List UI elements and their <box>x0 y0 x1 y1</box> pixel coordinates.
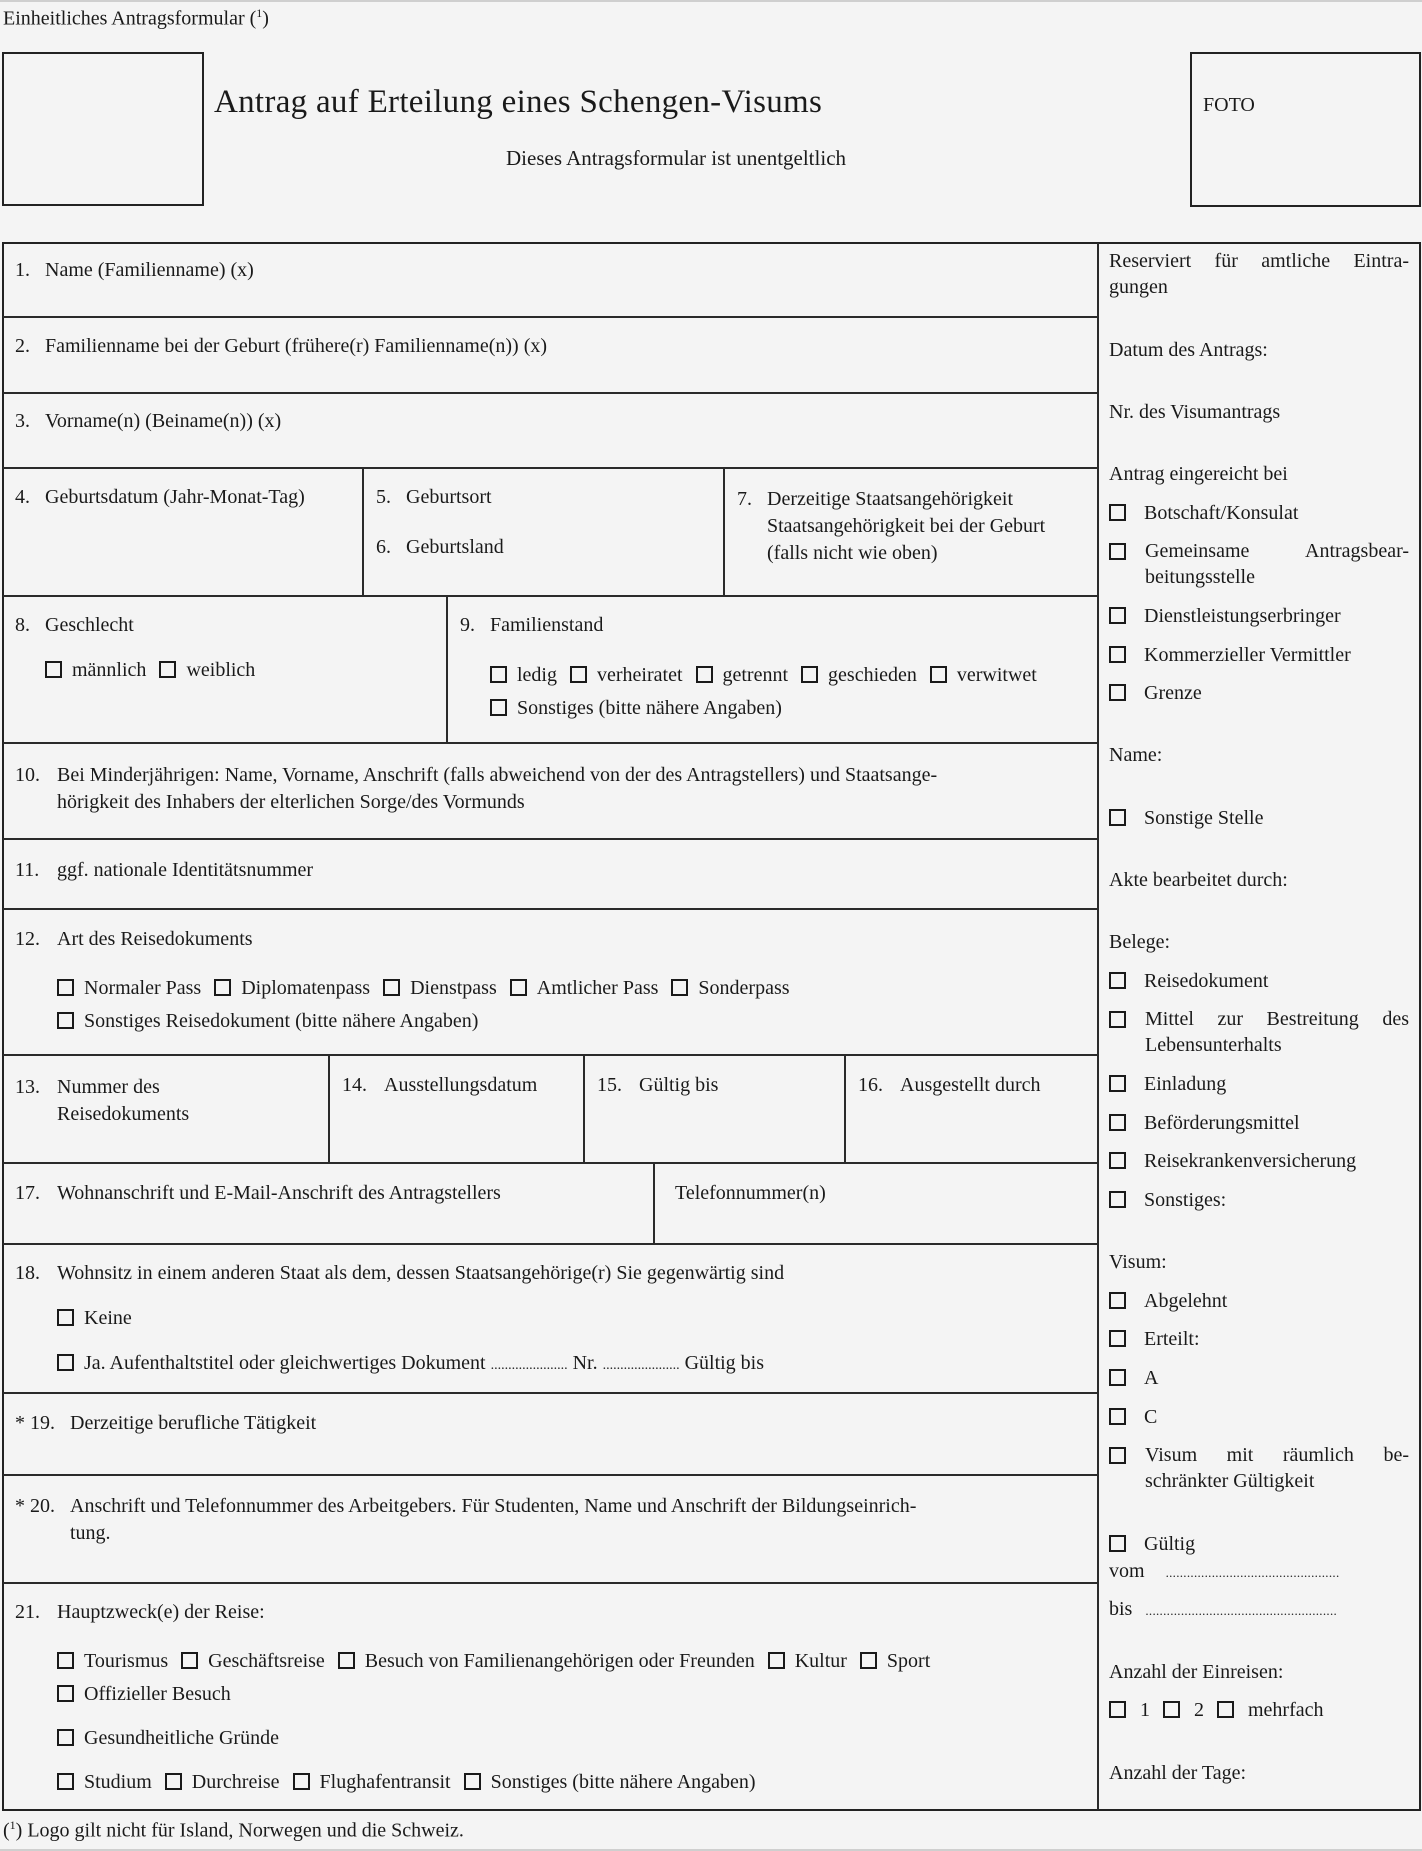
checkbox-icon[interactable] <box>45 661 62 678</box>
option-culture[interactable] <box>768 1645 847 1678</box>
field-label: Vorname(n) (Beiname(n)) (x) <box>45 410 282 432</box>
checkbox-icon[interactable] <box>214 979 231 996</box>
row-divider <box>3 1054 1098 1056</box>
field-9-marital-status <box>448 614 615 637</box>
option-label: Diplomatenpass <box>241 977 371 999</box>
field-4-birth-date[interactable] <box>3 486 317 509</box>
field-6-birth-country[interactable] <box>364 536 516 559</box>
checkbox-icon[interactable] <box>1163 1701 1180 1718</box>
photo-box[interactable] <box>1190 52 1421 207</box>
field-label: Derzeitige berufliche Tätigkeit <box>70 1412 317 1434</box>
field-number: 14. <box>342 1074 367 1096</box>
application-date-label: Datum des Antrags: <box>1109 339 1268 361</box>
cell-divider <box>844 1055 846 1162</box>
entries-options <box>1109 1697 1409 1723</box>
option-label: Sonderpass <box>698 977 790 999</box>
checkbox-icon[interactable] <box>671 979 688 996</box>
checkbox-icon[interactable] <box>1217 1701 1234 1718</box>
option-label: Gesundheitliche Gründe <box>84 1727 279 1749</box>
option-label: Visum mit räumlich be- <box>1145 1444 1409 1466</box>
option-doc-other[interactable] <box>1109 1187 1409 1213</box>
field-3-first-names[interactable] <box>3 410 293 433</box>
purpose-options <box>45 1645 1097 1799</box>
field-13-document-number[interactable] <box>3 1074 201 1128</box>
checkbox-icon[interactable] <box>1109 1330 1126 1347</box>
option-label-cont: beitungsstelle <box>1145 566 1255 588</box>
option-visa-issued[interactable] <box>1109 1326 1409 1352</box>
option-label: männlich <box>72 659 147 681</box>
submitted-at-label: Antrag eingereicht bei <box>1109 463 1288 485</box>
option-purpose-other[interactable] <box>464 1766 756 1799</box>
field-number: 8. <box>15 614 30 636</box>
checkbox-icon[interactable] <box>1109 1292 1126 1309</box>
field-1-surname[interactable] <box>3 259 266 282</box>
option-divorced[interactable] <box>801 659 917 692</box>
field-label-line2: Reisedokuments <box>57 1103 190 1125</box>
field-number: 9. <box>460 614 475 636</box>
option-label-cont: schränkter Gültigkeit <box>1145 1470 1315 1492</box>
option-sports[interactable] <box>860 1645 930 1678</box>
option-label: Durchreise <box>191 1771 280 1793</box>
cell-divider <box>328 1055 330 1162</box>
field-label: Geburtsort <box>406 486 492 508</box>
option-label: Sonstiges (bitte nähere Angaben) <box>490 1771 756 1793</box>
checkbox-icon[interactable] <box>696 666 713 683</box>
option-transit[interactable] <box>165 1766 280 1799</box>
option-label: Flughafentransit <box>319 1771 451 1793</box>
field-label-line2: tung. <box>70 1522 111 1544</box>
field-label: Telefonnummer(n) <box>675 1182 826 1204</box>
checkbox-icon[interactable] <box>1109 1011 1126 1028</box>
option-visa-c[interactable] <box>1109 1404 1409 1430</box>
permit-fill-line[interactable]: ...................... <box>490 1358 568 1373</box>
option-valid[interactable] <box>1109 1531 1409 1557</box>
field-label: Nummer des <box>57 1076 160 1098</box>
option-label: Beförderungsmittel <box>1144 1112 1300 1134</box>
reserved-line1: Reserviert für amtliche Eintra- <box>1109 250 1409 272</box>
checkbox-icon[interactable] <box>57 1685 74 1702</box>
checkbox-icon[interactable] <box>57 1012 74 1029</box>
option-label-cont: Lebensunterhalts <box>1145 1034 1282 1056</box>
option-doc-means-of-transport[interactable] <box>1109 1110 1409 1136</box>
visa-decision-label: Visum: <box>1109 1251 1167 1273</box>
checkbox-icon[interactable] <box>57 1773 74 1790</box>
option-label: ledig <box>517 664 557 686</box>
checkbox-icon[interactable] <box>801 666 818 683</box>
field-number: 17. <box>15 1182 40 1204</box>
option-label: Sonstiges Reisedokument (bitte nähere Angaben) <box>84 1010 479 1032</box>
row-divider <box>3 392 1098 394</box>
option-widowed[interactable] <box>930 659 1037 692</box>
row-divider <box>3 595 1098 597</box>
option-label: Keine <box>84 1307 132 1329</box>
row-divider <box>3 1474 1098 1476</box>
valid-from-fill-line[interactable]: ................................................. <box>1165 1565 1340 1580</box>
field-18-residence <box>3 1262 796 1285</box>
field-number: 3. <box>15 410 30 432</box>
checkbox-icon[interactable] <box>1109 809 1126 826</box>
option-label: 2 <box>1194 1699 1204 1721</box>
field-label-line3: (falls nicht wie oben) <box>767 542 938 564</box>
option-business[interactable] <box>181 1645 325 1678</box>
option-label: Sonstiges: <box>1144 1189 1227 1211</box>
field-number: 7. <box>737 488 752 510</box>
field-number: 2. <box>15 335 30 357</box>
field-label-line2: Staatsangehörigkeit bei der Geburt <box>767 515 1046 537</box>
option-label: Normaler Pass <box>84 977 202 999</box>
option-label: Dienstpass <box>410 977 497 999</box>
option-medical[interactable] <box>57 1722 279 1755</box>
option-entries-1[interactable] <box>1109 1697 1150 1723</box>
checkbox-icon[interactable] <box>57 1309 74 1326</box>
option-label: Abgelehnt <box>1144 1290 1228 1312</box>
field-19-occupation[interactable] <box>3 1412 328 1435</box>
option-label: Tourismus <box>84 1650 169 1672</box>
row-divider <box>3 1582 1098 1584</box>
field-number: 10. <box>15 764 40 786</box>
row-divider <box>3 1162 1098 1164</box>
valid-from-label: vom <box>1109 1560 1145 1582</box>
field-label: Gültig bis <box>639 1074 719 1096</box>
field-label: Ausgestellt durch <box>900 1074 1041 1096</box>
option-visa-ltv[interactable] <box>1109 1442 1409 1494</box>
permit-valid-label: Gültig bis <box>684 1352 765 1374</box>
reserved-line2: gungen <box>1109 276 1168 298</box>
checkbox-icon[interactable] <box>490 666 507 683</box>
checkbox-icon[interactable] <box>1109 1369 1126 1386</box>
field-label: Bei Minderjährigen: Name, Vorname, Anschrift (falls abweichend von der des Antragstellers) und Staatsange- <box>57 764 938 786</box>
field-5-birth-place[interactable] <box>364 486 504 509</box>
checkbox-icon[interactable] <box>1109 543 1126 560</box>
checkbox-icon[interactable] <box>338 1652 355 1669</box>
row-divider <box>3 908 1098 910</box>
option-service-provider[interactable] <box>1109 603 1409 629</box>
field-label: Familienstand <box>490 614 604 636</box>
footnote-text: Logo gilt nicht für Island, Norwegen und die Schweiz. <box>27 1819 464 1842</box>
field-number: 19. <box>30 1412 55 1434</box>
checkbox-icon[interactable] <box>570 666 587 683</box>
option-diplomatic-passport[interactable] <box>214 972 370 1005</box>
option-airport-transit[interactable] <box>293 1766 451 1799</box>
option-residence-none[interactable] <box>45 1307 144 1330</box>
field-label: Geburtsland <box>406 536 504 558</box>
checkbox-icon[interactable] <box>930 666 947 683</box>
official-name-label: Name: <box>1109 744 1163 766</box>
supporting-documents-label: Belege: <box>1109 931 1171 953</box>
number-of-days-label: Anzahl der Tage: <box>1109 1762 1247 1784</box>
field-number: 1. <box>15 259 30 281</box>
option-label: verheiratet <box>597 664 683 686</box>
option-label: Reisekrankenversicherung <box>1144 1150 1357 1172</box>
form-label <box>3 6 269 31</box>
option-doc-invitation[interactable] <box>1109 1071 1409 1097</box>
option-border[interactable] <box>1109 680 1409 706</box>
checkbox-icon[interactable] <box>464 1773 481 1790</box>
checkbox-icon[interactable] <box>159 661 176 678</box>
checkbox-icon[interactable] <box>57 979 74 996</box>
field-number: 12. <box>15 928 40 950</box>
field-label: Name (Familienname) (x) <box>45 259 254 281</box>
field-14-issue-date[interactable] <box>330 1074 549 1097</box>
option-label: Dienstleistungserbringer <box>1144 605 1341 627</box>
option-residence-yes[interactable] <box>45 1352 776 1375</box>
field-number: 4. <box>15 486 30 508</box>
option-label: Amtlicher Pass <box>536 977 659 999</box>
field-label: Hauptzweck(e) der Reise: <box>57 1601 265 1623</box>
field-label: Wohnsitz in einem anderen Staat als dem, dessen Staatsangehörige(r) Sie gegenwärtig sind <box>57 1262 785 1284</box>
field-20-employer[interactable] <box>3 1493 1097 1547</box>
field-label: Derzeitige Staatsangehörigkeit <box>767 488 1014 510</box>
field-number: 16. <box>858 1074 883 1096</box>
field-number: 5. <box>376 486 391 508</box>
field-11-national-id[interactable] <box>3 859 325 882</box>
field-number: 20. <box>30 1495 55 1517</box>
option-female[interactable] <box>159 659 255 682</box>
option-marital-other[interactable] <box>490 692 782 725</box>
checkbox-icon[interactable] <box>1109 1191 1126 1208</box>
document-type-options <box>45 972 810 1038</box>
field-label-line2: hörigkeit des Inhabers der elterlichen Sorge/des Vormunds <box>57 791 525 813</box>
form-label-footnote-ref: 1 <box>256 6 263 20</box>
footnote-ref: 1 <box>9 1818 16 1832</box>
row-divider <box>3 467 1098 469</box>
option-label: Erteilt: <box>1144 1328 1200 1350</box>
option-separated[interactable] <box>696 659 789 692</box>
option-label: Einladung <box>1144 1073 1227 1095</box>
option-official-passport[interactable] <box>510 972 659 1005</box>
option-tourism[interactable] <box>57 1645 168 1678</box>
field-label: Ausstellungsdatum <box>384 1074 538 1096</box>
checkbox-icon[interactable] <box>1109 1447 1126 1464</box>
option-doc-travel-insurance[interactable] <box>1109 1148 1409 1174</box>
permit-number-fill-line[interactable]: ...................... <box>602 1358 680 1373</box>
option-embassy-consulate[interactable] <box>1109 500 1409 526</box>
checkbox-icon[interactable] <box>293 1773 310 1790</box>
marital-options <box>478 659 1098 725</box>
field-number: 15. <box>597 1074 622 1096</box>
field-label: Geschlecht <box>45 614 134 636</box>
checkbox-icon[interactable] <box>383 979 400 996</box>
checkbox-icon[interactable] <box>1109 1535 1126 1552</box>
checkbox-icon[interactable] <box>490 699 507 716</box>
field-number: 21. <box>15 1601 40 1623</box>
checkbox-icon[interactable] <box>768 1652 785 1669</box>
field-8-sex <box>3 614 146 637</box>
field-label: Anschrift und Telefonnummer des Arbeitgebers. Für Studenten, Name und Anschrift der Bildungseinrich- <box>70 1495 917 1517</box>
option-label: Ja. Aufenthaltstitel oder gleichwertiges Dokument <box>84 1352 486 1374</box>
page-top-edge <box>0 0 1422 2</box>
valid-from-row <box>1109 1558 1409 1586</box>
option-visa-refused[interactable] <box>1109 1288 1409 1314</box>
option-label: Besuch von Familienangehörigen oder Freunden <box>364 1650 755 1672</box>
field-number: 11. <box>15 859 40 881</box>
option-label: A <box>1144 1367 1159 1389</box>
checkbox-icon[interactable] <box>1109 1152 1126 1169</box>
page-subtitle: Dieses Antragsformular ist unentgeltlich <box>506 146 847 170</box>
field-2-birth-surname[interactable] <box>3 335 559 358</box>
option-label: Gültig <box>1144 1533 1196 1555</box>
checkbox-icon[interactable] <box>57 1652 74 1669</box>
row-divider <box>3 742 1098 744</box>
checkbox-icon[interactable] <box>510 979 527 996</box>
checkbox-icon[interactable] <box>1109 607 1126 624</box>
field-7-nationality[interactable] <box>725 486 1057 567</box>
option-doc-travel-document[interactable] <box>1109 968 1409 994</box>
asterisk-marker: * <box>15 1412 25 1434</box>
number-of-entries-label: Anzahl der Einreisen: <box>1109 1661 1284 1683</box>
option-doc-means-of-subsistence[interactable] <box>1109 1006 1409 1058</box>
permit-number-label: Nr. <box>572 1352 598 1374</box>
valid-to-fill-line[interactable]: ...................................................... <box>1145 1603 1338 1618</box>
option-ordinary-passport[interactable] <box>57 972 201 1005</box>
option-label: weiblich <box>186 659 256 681</box>
checkbox-icon[interactable] <box>1109 972 1126 989</box>
field-number: 6. <box>376 536 391 558</box>
option-male[interactable] <box>45 659 146 682</box>
field-number: 18. <box>15 1262 40 1284</box>
eu-logo-placeholder <box>2 52 204 206</box>
field-21-purpose <box>3 1601 277 1624</box>
field-12-document-type <box>3 928 265 951</box>
option-visa-a[interactable] <box>1109 1365 1409 1391</box>
checkbox-icon[interactable] <box>57 1729 74 1746</box>
checkbox-icon[interactable] <box>181 1652 198 1669</box>
option-label: Geschäftsreise <box>208 1650 325 1672</box>
field-label: ggf. nationale Identitätsnummer <box>57 859 314 881</box>
field-17-phone[interactable] <box>663 1182 838 1205</box>
option-label: geschieden <box>828 664 917 686</box>
option-label: Grenze <box>1144 682 1202 704</box>
checkbox-icon[interactable] <box>1109 1075 1126 1092</box>
option-single[interactable] <box>490 659 557 692</box>
form-label-text: Einheitliches Antragsformular ( <box>3 7 257 30</box>
checkbox-icon[interactable] <box>165 1773 182 1790</box>
option-label: Sonstiges (bitte nähere Angaben) <box>517 697 782 719</box>
field-label: Wohnanschrift und E-Mail-Anschrift des Antragstellers <box>57 1182 501 1204</box>
option-other-office[interactable] <box>1109 805 1409 831</box>
cell-divider <box>583 1055 585 1162</box>
form-label-end: ) <box>262 7 269 30</box>
option-label: Offizieller Besuch <box>84 1683 231 1705</box>
checkbox-icon[interactable] <box>1109 504 1126 521</box>
checkbox-icon[interactable] <box>1109 1408 1126 1425</box>
row-divider <box>3 838 1098 840</box>
field-number: 13. <box>15 1076 40 1098</box>
footnote: ($^1$) Logo gilt nicht für Island, Norwegen und die Schweiz. <box>3 1818 464 1842</box>
field-16-issued-by[interactable] <box>846 1074 1053 1097</box>
field-label: Art des Reisedokuments <box>57 928 253 950</box>
asterisk-marker: * <box>15 1495 25 1517</box>
official-column-divider <box>1097 243 1099 1810</box>
option-other-document[interactable] <box>57 1005 478 1038</box>
row-divider <box>3 1392 1098 1394</box>
valid-to-row <box>1109 1596 1409 1624</box>
field-10-guardian[interactable] <box>3 762 1097 816</box>
option-entries-2[interactable] <box>1163 1697 1204 1723</box>
option-entries-multiple[interactable] <box>1217 1697 1324 1723</box>
sex-options <box>33 659 275 682</box>
option-special-passport[interactable] <box>671 972 789 1005</box>
option-label: mehrfach <box>1248 1699 1324 1721</box>
option-common-application-centre[interactable] <box>1109 538 1409 590</box>
field-17-address-email[interactable] <box>3 1182 513 1205</box>
option-label: Sonstige Stelle <box>1144 807 1264 829</box>
option-official-visit[interactable] <box>57 1678 231 1711</box>
row-divider <box>3 1243 1098 1245</box>
option-label: Kultur <box>794 1650 847 1672</box>
checkbox-icon[interactable] <box>1109 1701 1126 1718</box>
handled-by-label: Akte bearbeitet durch: <box>1109 869 1288 891</box>
application-number-label: Nr. des Visumantrags <box>1109 401 1281 423</box>
option-label: C <box>1144 1406 1158 1428</box>
field-label: Familienname bei der Geburt (frühere(r) Familienname(n)) (x) <box>45 335 548 357</box>
option-married[interactable] <box>570 659 683 692</box>
option-service-passport[interactable] <box>383 972 497 1005</box>
option-label: Mittel zur Bestreitung des <box>1145 1008 1409 1030</box>
checkbox-icon[interactable] <box>1109 684 1126 701</box>
checkbox-icon[interactable] <box>1109 646 1126 663</box>
option-label: Sport <box>886 1650 931 1672</box>
option-study[interactable] <box>57 1766 152 1799</box>
option-visiting-family[interactable] <box>338 1645 755 1678</box>
field-label: Geburtsdatum (Jahr-Monat-Tag) <box>45 486 305 508</box>
checkbox-icon[interactable] <box>860 1652 877 1669</box>
checkbox-icon[interactable] <box>1109 1114 1126 1131</box>
valid-to-label: bis <box>1109 1598 1133 1620</box>
option-label: Botschaft/Konsulat <box>1144 502 1299 524</box>
option-commercial-intermediary[interactable] <box>1109 642 1409 668</box>
option-label: getrennt <box>722 664 789 686</box>
page-title: Antrag auf Erteilung eines Schengen-Visums <box>214 84 823 120</box>
field-15-valid-until[interactable] <box>585 1074 730 1097</box>
option-label: Gemeinsame Antragsbear- <box>1145 540 1409 562</box>
option-label: 1 <box>1140 1699 1150 1721</box>
option-label: verwitwet <box>956 664 1037 686</box>
cell-divider <box>653 1163 655 1243</box>
option-label: Studium <box>84 1771 152 1793</box>
option-label: Kommerzieller Vermittler <box>1144 644 1351 666</box>
photo-label: FOTO <box>1203 94 1255 116</box>
checkbox-icon[interactable] <box>57 1354 74 1371</box>
row-divider <box>3 316 1098 318</box>
official-reserved-heading <box>1109 248 1409 274</box>
option-label: Reisedokument <box>1144 970 1269 992</box>
